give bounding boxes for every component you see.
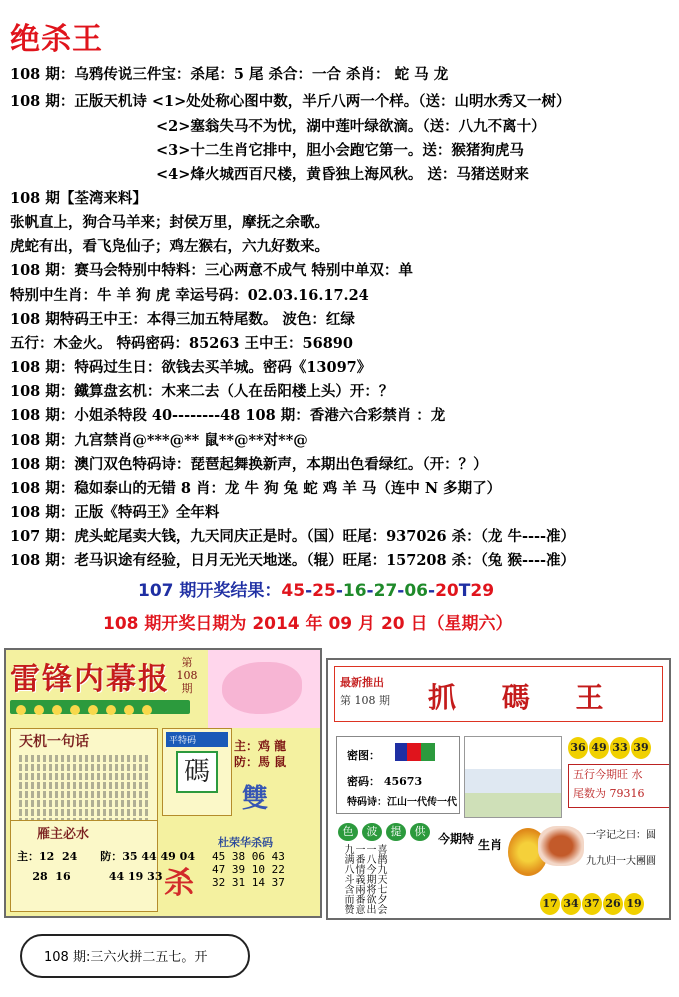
text-line: 108 期：赛马会特别中特料：三心两意不成气 特别中单双：单 [10, 262, 413, 279]
decorative-art [208, 650, 320, 728]
result-sep: - [305, 581, 313, 601]
secret-picture-box [336, 736, 460, 814]
number-ball: 26 [603, 893, 623, 915]
newspaper-panel-right [326, 658, 671, 920]
color-tags [338, 820, 434, 841]
shuang-char: 雙 [242, 784, 269, 814]
main-guard-text [234, 738, 286, 770]
issue-label: 第 108 期 [340, 694, 390, 707]
text-line: 108 期：稳如泰山的无错 8 肖：龙 牛 狗 兔 蛇 鸡 羊 马（连中 N 多期了） [10, 480, 502, 497]
newspaper-masthead: 雷锋内幕报 [10, 662, 170, 697]
color-tag: 供 [410, 823, 430, 841]
ping-te-box [162, 728, 232, 816]
text-line: 108 期：特码过生日：欲钱去买羊城。密码《13097》 [10, 359, 372, 376]
number-ball: 39 [631, 737, 651, 759]
text-line: 特别中生肖：牛 羊 狗 虎 幸运号码：02.03.16.17.24 [10, 287, 369, 304]
note-text: 九九归一大團圓 [586, 856, 656, 867]
shengxiao-label: 生肖 [478, 838, 503, 852]
flag-image [395, 743, 435, 761]
kill-grid-row: 47 39 10 22 [212, 863, 285, 876]
text-line: 108 期：鐵算盘玄机：木来二去（人在岳阳楼上头）开：？ [10, 383, 394, 400]
yan-section [10, 820, 195, 912]
wuxing-box [568, 764, 670, 808]
guard-text: 防：馬 鼠 [234, 755, 287, 769]
result-number: 20 [435, 581, 459, 601]
text-line: 张帆直上，狗合马羊来；封侯万里，摩抚之余歌。 [10, 214, 329, 231]
text-line: 108 期：乌鸦传说三件宝：杀尾：5 尾 杀合：一合 杀肖： 蛇 马 龙 [10, 66, 449, 83]
landscape-image [464, 736, 562, 818]
kill-grid-row: 32 31 14 37 [212, 876, 285, 889]
main-text: 主：鸡 龍 [234, 739, 287, 753]
text-line: <3>十二生肖它排中，胆小会跑它第一。送：猴猪狗虎马 [156, 142, 524, 159]
text-line: <4>烽火城西百尺楼，黄昏独上海风秋。 送：马猪送财来 [156, 166, 529, 183]
pic-line: 密码： 45673 [347, 775, 423, 788]
result-number: 45 [281, 581, 306, 601]
number-ball: 37 [582, 893, 602, 915]
wuxing-line: 五行今期旺 水 [573, 768, 643, 781]
section-title: 雁主必水 [37, 827, 90, 842]
number-ball: 19 [624, 893, 644, 915]
result-special-number: 29 [470, 581, 495, 601]
top-balls [568, 736, 652, 759]
result-sep: - [428, 581, 436, 601]
note-text: 一字记之曰：圆 [586, 830, 656, 841]
kill-char: 杀 [164, 866, 194, 901]
result-number: 16 [342, 581, 367, 601]
number-ball: 34 [561, 893, 581, 915]
kill-grid [212, 850, 285, 889]
result-special-mark: T [458, 581, 471, 601]
number-ball: 17 [540, 893, 560, 915]
draw-date: 108 期开奖日期为 2014 年 09 月 20 日（星期六） [103, 614, 513, 634]
kill-grid-row: 45 38 06 43 [212, 850, 285, 863]
number-ball: 36 [568, 737, 588, 759]
section-row: 主：12 24 防：35 44 49 04 [17, 850, 195, 863]
draw-result [138, 576, 494, 601]
result-sep: - [366, 581, 374, 601]
text-line: 虎蛇有出，看飞凫仙子；鸡左猴右，六九好数来。 [10, 238, 329, 255]
text-line: 108 期：小姐杀特段 40--------48 108 期：香港六合彩禁肖 ：龙 [10, 407, 446, 424]
vertical-poem: 喜鹊九天七夕会 一八今期将欲出 一番情義兩番意 九满八斗含而赞 [342, 844, 386, 914]
text-line: 108 期：澳门双色特码诗：琵琶起舞换新声，本期出色看绿红。（开：？） [10, 456, 488, 473]
result-sep: - [397, 581, 405, 601]
tail-line: 尾数为 79316 [573, 787, 645, 800]
result-number: 25 [312, 581, 336, 601]
number-strip [10, 700, 190, 714]
new-label: 最新推出 [340, 676, 384, 689]
box-char: 碼 [176, 751, 218, 793]
cloud-note: 108 期:三六火拼二五七。开 [20, 934, 250, 978]
text-line: 107 期：虎头蛇尾卖大钱，九天同庆正是时。（国）旺尾：937026 杀：（龙 牛----准） [10, 528, 576, 545]
number-ball: 49 [589, 737, 609, 759]
box-tag: 平特码 [166, 732, 228, 747]
result-sep: - [335, 581, 343, 601]
text-line: 108 期：九宫禁肖@***@** 鼠**@**对**@ [10, 432, 308, 449]
result-number: 06 [404, 581, 429, 601]
text-line: 108 期：正版《特码王》全年料 [10, 504, 220, 521]
draw-result-label: 107 期开奖结果： [138, 581, 282, 601]
page-title: 绝杀王 [10, 22, 103, 57]
pic-line: 密图： [347, 749, 380, 762]
text-line: 108 期：老马识途有经验，日月无光天地迷。（辊）旺尾：157208 杀：（兔 猴----准） [10, 552, 576, 569]
color-tag: 提 [386, 823, 406, 841]
newspaper-panel-left [4, 648, 322, 918]
bottom-balls [540, 892, 645, 915]
section-title: 天机一句话 [19, 734, 89, 750]
issue-label: 第108期 [176, 656, 198, 695]
section-row: 28 16 44 19 33 [17, 870, 163, 883]
text-line: <2>塞翁失马不为忧，湖中莲叶绿欲滴。（送：八九不离十） [156, 118, 546, 135]
text-line: 五行：木金火。 特码密码：85263 王中王：56890 [10, 335, 353, 352]
text-line: 108 期特码王中王：本得三加五特尾数。 波色：红绿 [10, 311, 355, 328]
color-tag: 色 [338, 823, 358, 841]
kill-title: 杜荣华杀码 [218, 836, 273, 849]
ox-image [538, 826, 584, 866]
color-tag: 波 [362, 823, 382, 841]
result-number: 27 [373, 581, 398, 601]
right-title: 抓 碼 王 [428, 681, 622, 714]
luck-label: 今期特 [438, 832, 475, 846]
text-line: 108 期：正版天机诗 <1>处处称心图中数，半斤八两一个样。（送：山明水秀又一树） [10, 93, 571, 110]
text-line: 108 期【荃湾来料】 [10, 190, 147, 207]
pic-line: 特码诗：江山一代传一代 [347, 797, 457, 808]
number-ball: 33 [610, 737, 630, 759]
